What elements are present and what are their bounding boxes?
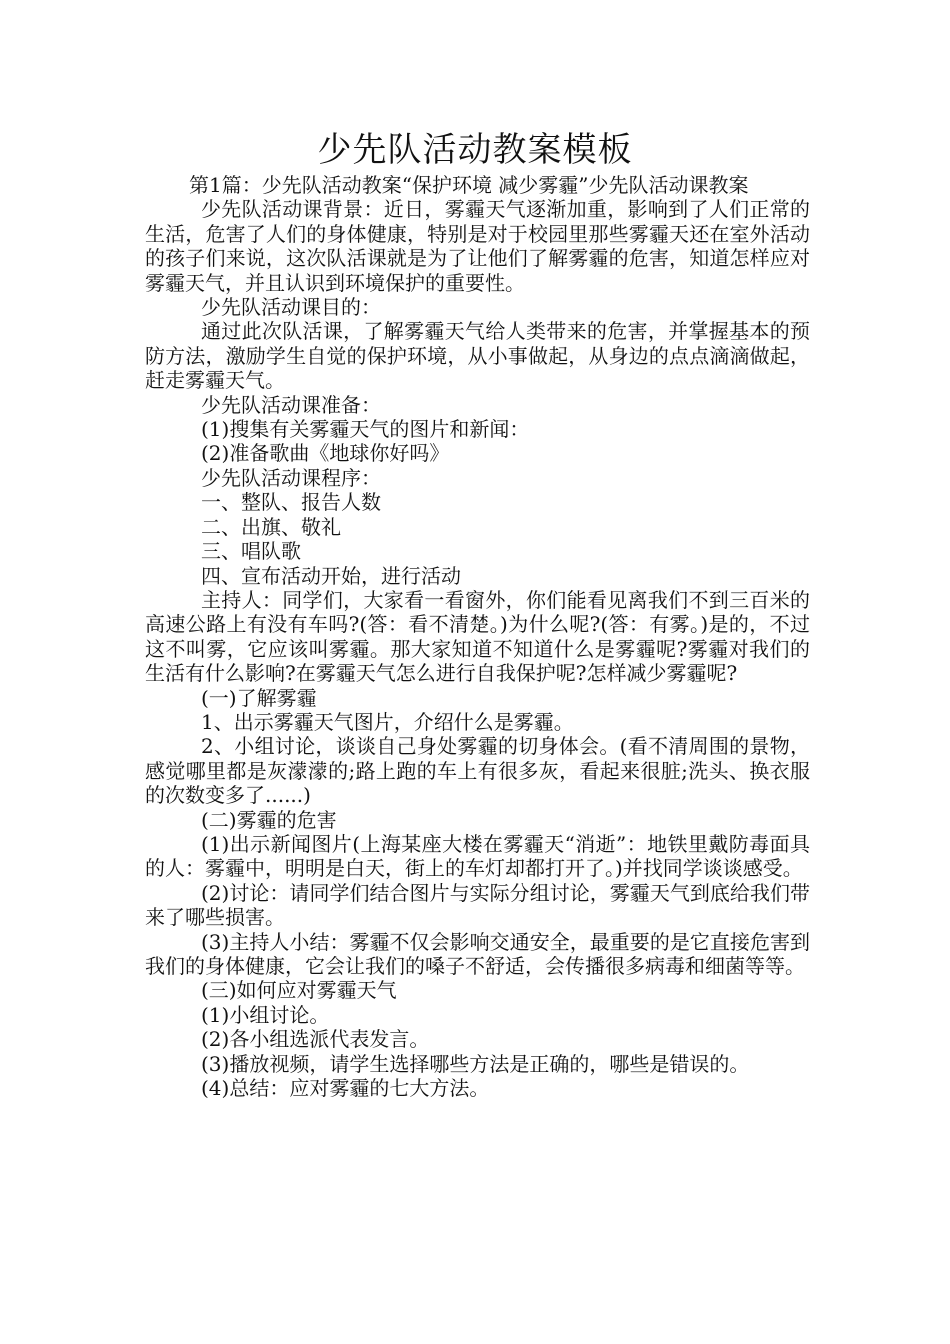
paragraph-section-2-heading: (二)雾霾的危害 xyxy=(201,807,337,832)
paragraph-section-1-heading: (一)了解雾霾 xyxy=(201,685,317,710)
paragraph-preparation-2: (2)准备歌曲《地球你好吗》 xyxy=(201,441,450,466)
paragraph-section-3-item-1: (1)小组讨论。 xyxy=(201,1002,330,1027)
paragraph-step-1: 一、整队、报告人数 xyxy=(201,490,381,515)
document-title: 少先队活动教案模板 xyxy=(317,130,633,170)
paragraph-section-1-item-2: 2、小组讨论，谈谈自己身处雾霾的切身体会。(看不清周围的景物，感觉哪里都是灰濛濛的;路上跑的车上有很多灰，看起来很脏;洗头、换衣服的次数变多了......) xyxy=(145,734,810,808)
paragraph-section-2-item-1: (1)出示新闻图片(上海某座大楼在雾霾天“消逝”：地铁里戴防毒面具的人：雾霾中，明明是白天，街上的车灯却都打开了。)并找同学谈谈感受。 xyxy=(145,831,810,881)
paragraph-section-2-item-3: (3)主持人小结：雾霾不仅会影响交通安全，最重要的是它直接危害到我们的身体健康，它会让我们的嗓子不舒适，会传播很多病毒和细菌等等。 xyxy=(145,929,810,978)
paragraph-step-4: 四、宣布活动开始，进行活动 xyxy=(201,563,461,588)
paragraph-procedure-heading: 少先队活动课程序： xyxy=(201,465,381,490)
paragraph-purpose: 通过此次队活课，了解雾霾天气给人类带来的危害，并掌握基本的预防方法，激励学生自觉的保护环境，从小事做起，从身边的点点滴滴做起，赶走雾霾天气。 xyxy=(145,319,810,393)
paragraph-preparation-heading: 少先队活动课准备： xyxy=(201,392,381,417)
paragraph-section-3-item-3: (3)播放视频，请学生选择哪些方法是正确的，哪些是错误的。 xyxy=(201,1051,750,1076)
paragraph-section-1-item-1: 1、出示雾霾天气图片，介绍什么是雾霾。 xyxy=(201,709,574,734)
paragraph-step-2: 二、出旗、敬礼 xyxy=(201,514,341,539)
document-body xyxy=(145,173,810,1100)
paragraph-background: 少先队活动课背景：近日，雾霾天气逐渐加重，影响到了人们正常的生活，危害了人们的身体健康，特别是对于校园里那些雾霾天还在室外活动的孩子们来说，这次队活课就是为了让他们了解雾霾的危害，知道怎样应对雾霾天气，并且认识到环境保护的重要性。 xyxy=(145,197,810,295)
paragraph-section-2-item-2: (2)讨论：请同学们结合图片与实际分组讨论，雾霾天气到底给我们带来了哪些损害。 xyxy=(145,880,810,930)
paragraph-step-3: 三、唱队歌 xyxy=(201,539,301,564)
paragraph-host-intro: 主持人：同学们，大家看一看窗外，你们能看见离我们不到三百米的高速公路上有没有车吗?(答：看不清楚。)为什么呢?(答：有雾。)是的，不过这不叫雾，它应该叫雾霾。那大家知道不知道什么是雾霾呢?雾霾对我们的生活有什么影响?在雾霾天气怎么进行自我保护呢?怎样减少雾霾呢? xyxy=(145,587,810,686)
paragraph-section-3-heading: (三)如何应对雾霾天气 xyxy=(201,978,397,1003)
paragraph-purpose-heading: 少先队活动课目的： xyxy=(201,295,381,320)
article-heading: 第1篇：少先队活动教案“保护环境 减少雾霾”少先队活动课教案 xyxy=(189,173,749,197)
paragraph-section-3-item-4: (4)总结：应对雾霾的七大方法。 xyxy=(201,1076,490,1101)
paragraph-preparation-1: (1)搜集有关雾霾天气的图片和新闻： xyxy=(201,417,530,442)
paragraph-section-3-item-2: (2)各小组选派代表发言。 xyxy=(201,1027,430,1052)
